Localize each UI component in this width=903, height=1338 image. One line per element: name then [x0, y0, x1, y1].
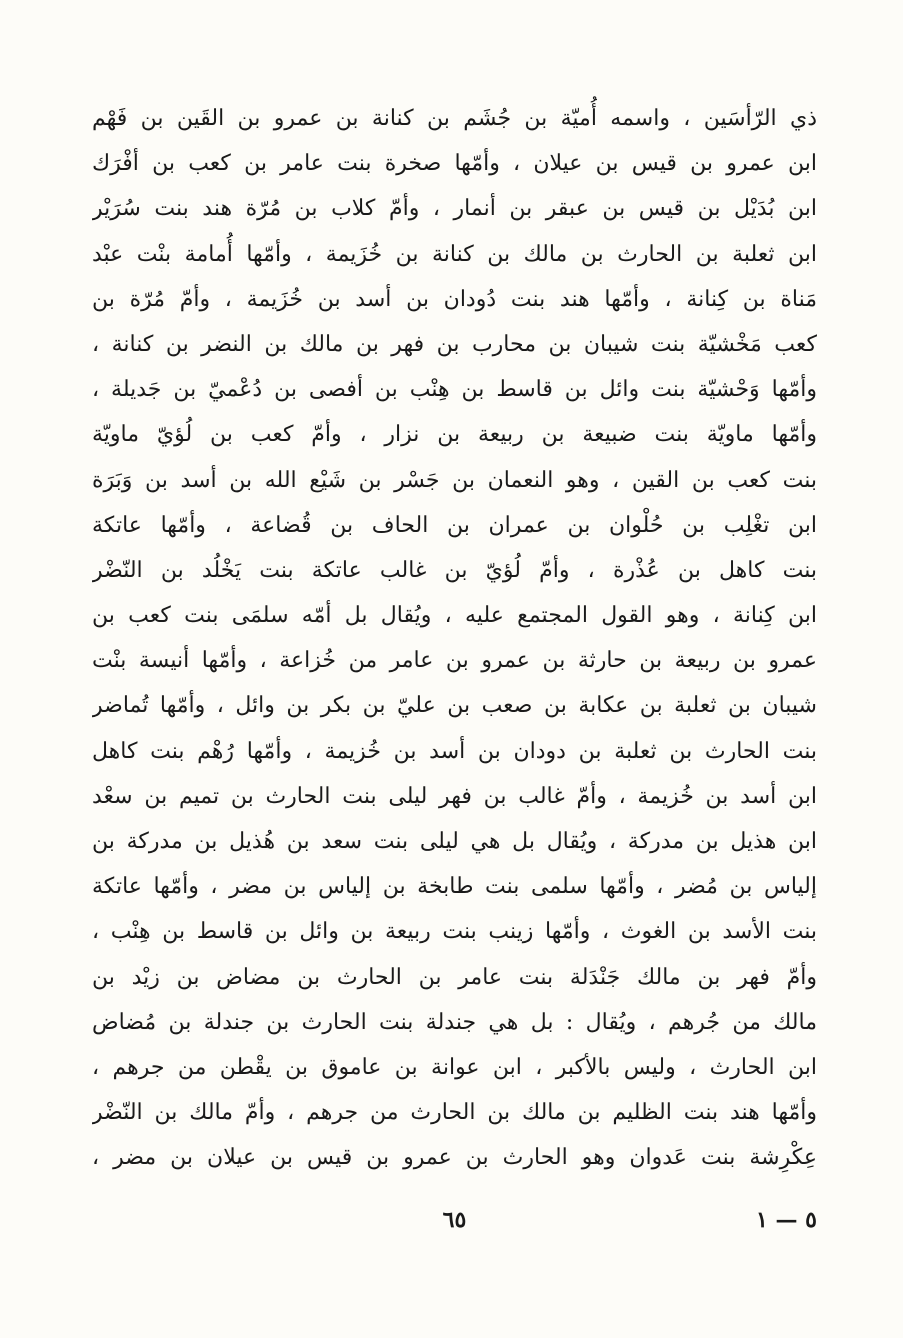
text-line: ابن ثعلبة بن الحارث بن مالك بن كنانة بن خُزَيمة ، وأمّها أُمامة بنْت عبْد: [92, 241, 817, 267]
body-text: [92, 96, 817, 1181]
text-line: ابن أسد بن خُزيمة ، وأمّ غالب بن فهر ليلى بنت الحارث بن تميم بن سعْد: [92, 783, 817, 809]
text-line: بنت الأسد بن الغوث ، وأمّها زينب بنت ربيعة بن وائل بن قاسط بن هِنْب ،: [92, 919, 817, 945]
text-line: مَناة بن كِنانة ، وأمّها هند بنت دُودان بن أسد بن خُزَيمة ، وأمّ مُرّة بن: [92, 286, 817, 312]
text-line: عمرو بن ربيعة بن حارثة بن عمرو بن عامر من خُزاعة ، وأمّها أنيسة بنْت: [92, 648, 817, 674]
text-line: عِكْرِشة بنت عَدوان وهو الحارث بن عمرو بن قيس بن عيلان بن مضر ،: [92, 1145, 817, 1171]
text-line: ابن الحارث ، وليس بالأكبر ، ابن عوانة بن عاموق بن يقْطن من جرهم ،: [92, 1054, 817, 1080]
text-line: بنت كاهل بن عُذْرة ، وأمّ لُؤيّ بن غالب عاتكة بنت يَخْلُد بن النّضْر: [92, 557, 817, 583]
text-line: وأمّ فهر بن مالك جَنْدَلة بنت عامر بن الحارث بن مضاض بن زيْد بن: [92, 964, 817, 990]
text-line: إلياس بن مُضر ، وأمّها سلمى بنت طابخة بن إلياس بن مضر ، وأمّها عاتكة: [92, 874, 817, 900]
text-line: وأمّها هند بنت الظليم بن مالك بن الحارث من جرهم ، وأمّ مالك بن النّضْر: [92, 1100, 817, 1126]
text-line: ابن هذيل بن مدركة ، ويُقال بل هي ليلى بنت سعد بن هُذيل بن مدركة بن: [92, 829, 817, 854]
text-line: كعب مَخْشيّة بنت شيبان بن محارب بن فهر بن مالك بن النضر بن كنانة ،: [92, 331, 817, 357]
text-line: مالك من جُرهم ، ويُقال : بل هي جندلة بنت الحارث بن جندلة بن مُضاض: [92, 1009, 817, 1035]
text-line: ابن كِنانة ، وهو القول المجتمع عليه ، ويُقال بل أمّه سلمَى بنت كعب بن: [92, 603, 817, 629]
text-line: بنت كعب بن القين ، وهو النعمان بن جَسْر بن شَيْع الله بن أسد بن وَبَرَة: [92, 467, 817, 493]
page-number: ٦٥: [442, 1207, 467, 1233]
page-footer: [92, 1196, 817, 1244]
text-line: ابن بُدَيْل بن قيس بن عبقر بن أنمار ، وأمّ كلاب بن مُرّة هند بنت سُرَيْر: [92, 196, 817, 222]
text-line: بنت الحارث بن ثعلبة بن دودان بن أسد بن خُزيمة ، وأمّها رُهْم بنت كاهل: [92, 738, 817, 764]
text-line: شيبان بن ثعلبة بن عكابة بن صعب بن عليّ بن بكر بن وائل ، وأمّها تُماضر: [92, 693, 817, 719]
text-line: ابن تغْلِب بن حُلْوان بن عمران بن الحاف بن قُضاعة ، وأمّها عاتكة: [92, 512, 817, 538]
text-line: ابن عمرو بن قيس بن عيلان ، وأمّها صخرة بنت عامر بن كعب بن أفْرَك: [92, 151, 817, 177]
text-line: وأمّها ماويّة بنت ضبيعة بن ربيعة بن نزار ، وأمّ كعب بن لُؤيّ ماويّة: [92, 422, 817, 448]
signature-mark: ٥ — ١: [756, 1207, 817, 1233]
text-line: وأمّها وَحْشيّة بنت وائل بن قاسط بن هِنْب بن أفصى بن دُعْميّ بن جَديلة ،: [92, 377, 817, 403]
text-line: ذي الرّأسَين ، واسمه أُميّة بن جُشَم بن كنانة بن عمرو بن القَين بن فَهْم: [92, 106, 817, 131]
